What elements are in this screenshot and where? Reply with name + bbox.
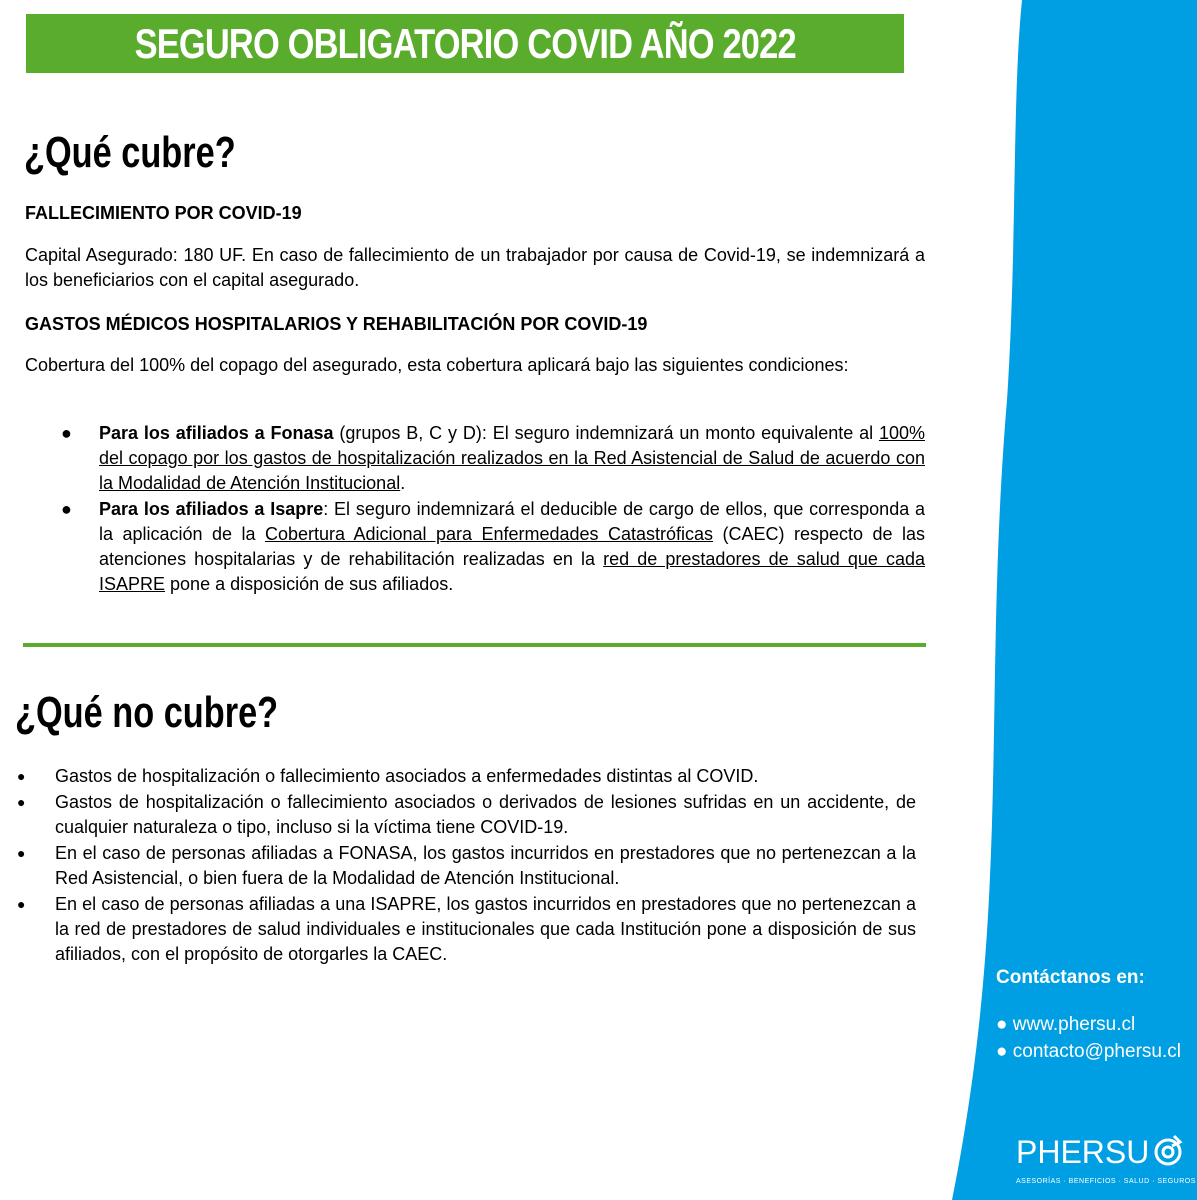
- list-item: [17, 790, 916, 840]
- gastos-section: [25, 312, 925, 378]
- page-banner: [26, 14, 904, 73]
- bullet-icon: ●: [17, 896, 26, 912]
- bullet-icon: ●: [17, 845, 26, 861]
- isapre-text-1: : El seguro indemnizará el deducible de cargo de ellos, que corresponda a la aplicación de la: [99, 499, 926, 544]
- bullet-icon: ●: [61, 499, 72, 519]
- bullet-icon: ●: [61, 423, 72, 443]
- isapre-underlined-2: red de prestadores de salud que cada ISAPRE: [99, 549, 926, 594]
- fonasa-text-2: .: [400, 473, 406, 493]
- list-item-fonasa: [61, 421, 925, 496]
- not-covered-item-text: En el caso de personas afiliadas a FONASA, los gastos incurridos en prestadores que no pertenezcan a la Red Asistencial, o bien fuera de la Modalidad de Atención Institucional.: [55, 843, 916, 888]
- fallecimiento-section: [25, 201, 925, 293]
- bullet-icon: ●: [17, 768, 26, 784]
- not-covered-list: [17, 764, 916, 967]
- section-title-covers-text: ¿Qué cubre?: [24, 128, 236, 177]
- gastos-text: Cobertura del 100% del copago del asegurado, esta cobertura aplicará bajo las siguientes condiciones:: [25, 355, 849, 375]
- banner-title: SEGURO OBLIGATORIO COVID AÑO 2022: [134, 19, 796, 67]
- fallecimiento-text: Capital Asegurado: 180 UF. En caso de fallecimiento de un trabajador por causa de Covid-19, se indemnizará a los beneficiarios con el capital asegurado.: [25, 245, 925, 290]
- section-title-not-covered: [15, 688, 352, 738]
- contact-title: Contáctanos en:: [996, 967, 1145, 988]
- isapre-label: Para los afiliados a Isapre: [99, 499, 324, 519]
- isapre-text-2: (CAEC) respecto de las atenciones hospitalarias y de rehabilitación realizadas en la: [99, 524, 925, 569]
- phersu-logo-text: PHERSU: [1016, 1134, 1150, 1170]
- bullet-icon: ●: [17, 794, 26, 810]
- not-covered-item-text: Gastos de hospitalización o fallecimiento asociados o derivados de lesiones sufridas en un accidente, de cualquier naturaleza o tipo, incluso si la víctima tiene COVID-19.: [55, 792, 916, 837]
- contact-email-link[interactable]: ● contacto@phersu.cl: [996, 1041, 1181, 1062]
- fallecimiento-heading: FALLECIMIENTO POR COVID-19: [25, 203, 302, 223]
- section-title-not-covered-text: ¿Qué no cubre?: [15, 688, 279, 737]
- not-covered-item-text: En el caso de personas afiliadas a una ISAPRE, los gastos incurridos en prestadores que no pertenezcan a la red de prestadores de salud individuales e institucionales que cada Institución pone a disposición de sus afiliados, con el propósito de otorgarles la CAEC.: [55, 894, 916, 964]
- list-item: [17, 892, 916, 967]
- section-divider: [23, 643, 926, 647]
- section-title-covers: [24, 128, 295, 178]
- fonasa-label: Para los afiliados a Fonasa: [99, 423, 334, 443]
- isapre-text-3: pone a disposición de sus afiliados.: [165, 574, 454, 594]
- list-item: [17, 841, 916, 891]
- contact-website-link[interactable]: ● www.phersu.cl: [996, 1014, 1136, 1035]
- fonasa-text-1: (grupos B, C y D): El seguro indemnizará un monto equivalente al: [333, 423, 879, 443]
- list-item: [17, 764, 916, 789]
- isapre-underlined-1: Cobertura Adicional para Enfermedades Catastróficas: [264, 524, 714, 544]
- phersu-logo-tagline: ASESORÍAS · BENEFICIOS · SALUD · SEGUROS: [1016, 1178, 1196, 1185]
- not-covered-item-text: Gastos de hospitalización o fallecimiento asociados a enfermedades distintas al COVID.: [55, 766, 759, 786]
- list-item-isapre: [61, 497, 926, 597]
- phersu-logo-icon: [1150, 1132, 1186, 1168]
- fonasa-underlined: 100% del copago por los gastos de hospitalización realizados en la Red Asistencial de Salud de acuerdo con la Modalidad de Atención Institucional: [99, 423, 925, 493]
- gastos-heading: GASTOS MÉDICOS HOSPITALARIOS Y REHABILITACIÓN POR COVID-19: [25, 314, 648, 334]
- cubre-conditions-list: [61, 421, 926, 597]
